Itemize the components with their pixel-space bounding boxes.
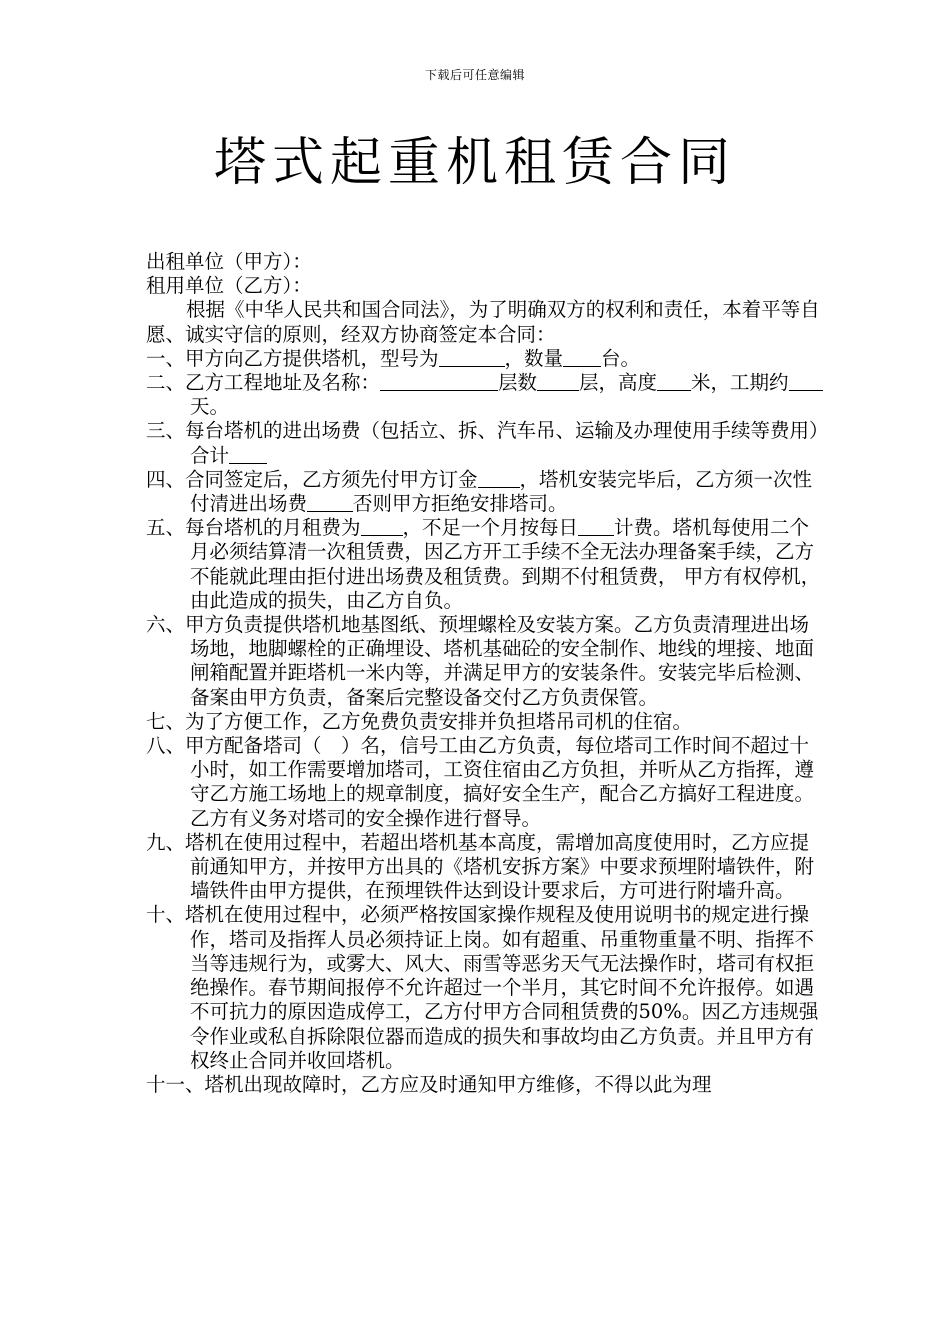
- clause-5: 五、每台塔机的月租费为 ，不足一个月按每日 计费。塔机每使用二个月必须结算清一次租赁费，因乙方开工手续不全无法办理备案手续，乙方不能就此理由拒付进出场费及租赁费。到期不付租赁费， 甲方有权停机，由此造成的损失，由乙方自负。: [146, 516, 821, 612]
- lessor-line: 出租单位（甲方）：: [146, 250, 312, 273]
- blank-deposit[interactable]: [478, 469, 520, 488]
- clause-11: 十一、塔机出现故障时，乙方应及时通知甲方维修，不得以此为理: [146, 1072, 712, 1096]
- blank-quantity[interactable]: [563, 348, 601, 367]
- blank-duration[interactable]: [789, 372, 823, 391]
- blank-daily-rate[interactable]: [578, 517, 614, 536]
- blank-model[interactable]: [439, 348, 505, 367]
- preamble: 根据《中华人民共和国合同法》，为了明确双方的权利和责任，本着平等自愿、诚实守信的原则，经双方协商签定本合同：: [146, 298, 820, 346]
- clause-7: 七、为了方便工作，乙方免费负责安排并负担塔吊司机的住宿。: [146, 709, 693, 733]
- blank-entry-exit-fee[interactable]: [229, 445, 267, 464]
- clause-10: 十、塔机在使用过程中，必须严格按国家操作规程及使用说明书的规定进行操作，塔司及指挥人员必须持证上岗。如有超重、吊重物重量不明、指挥不当等违规行为，或雾大、风大、雨雪等恶劣天气无法操作时，塔司有权拒绝操作。春节期间报停不允许超过一个半月，其它时间不允许报停。如遇不可抗力的原因造成停工，乙方付甲方合同租赁费的50%。因乙方违规强令作业或私自拆除限位器而造成的损失和事故均由乙方负责。并且甲方有权终止合同并收回塔机。: [146, 903, 819, 1072]
- blank-entry-fee-payment[interactable]: [307, 493, 353, 512]
- clause-9: 九、塔机在使用过程中，若超出塔机基本高度，需增加高度使用时，乙方应提前通知甲方，并按甲方出具的《塔机安拆方案》中要求预埋附墙铁件，附墙铁件由甲方提供，在预埋铁件达到设计要求后，方可进行附墙升高。: [146, 830, 815, 903]
- document-title: 塔式起重机租赁合同: [213, 133, 736, 193]
- blank-monthly-rent[interactable]: [361, 517, 403, 536]
- page-header-note: 下载后可任意编辑: [424, 68, 525, 82]
- blank-height[interactable]: [657, 372, 691, 391]
- clause-8: 八、甲方配备塔司（ ）名，信号工由乙方负责，每位塔司工作时间不超过十小时，如工作需要增加塔司，工资住宿由乙方负担，并听从乙方指挥，遵守乙方施工场地上的规章制度，搞好安全生产，配合乙方搞好工程进度。乙方有义务对塔司的安全操作进行督导。: [146, 734, 815, 830]
- blank-floors[interactable]: [537, 372, 579, 391]
- clause-6: 六、甲方负责提供塔机地基图纸、预埋螺栓及安装方案。乙方负责清理进出场场地，地脚螺栓的正确埋设、塔机基础砼的安全制作、地线的埋接、地面闸箱配置并距塔机一米内等，并满足甲方的安装条件。安装完毕后检测、备案由甲方负责，备案后完整设备交付乙方负责保管。: [146, 613, 815, 709]
- clause-1: 一、甲方向乙方提供塔机，型号为 ，数量 台。: [146, 346, 641, 370]
- clause-3: 三、每台塔机的进出场费（包括立、拆、汽车吊、运输及办理使用手续等费用）合计: [146, 419, 819, 467]
- contract-body: [146, 250, 826, 1097]
- clause-4: 四、合同签定后，乙方须先付甲方订金 ，塔机安装完毕后，乙方须一次性付清进出场费 否则甲方拒绝安排塔司。: [146, 467, 813, 516]
- clause-2: 二、乙方工程地址及名称： 层数 层，高度 米，工期约天。: [146, 371, 826, 419]
- blank-project-address[interactable]: [380, 372, 498, 391]
- lessee-line: 租用单位（乙方）：: [146, 274, 312, 298]
